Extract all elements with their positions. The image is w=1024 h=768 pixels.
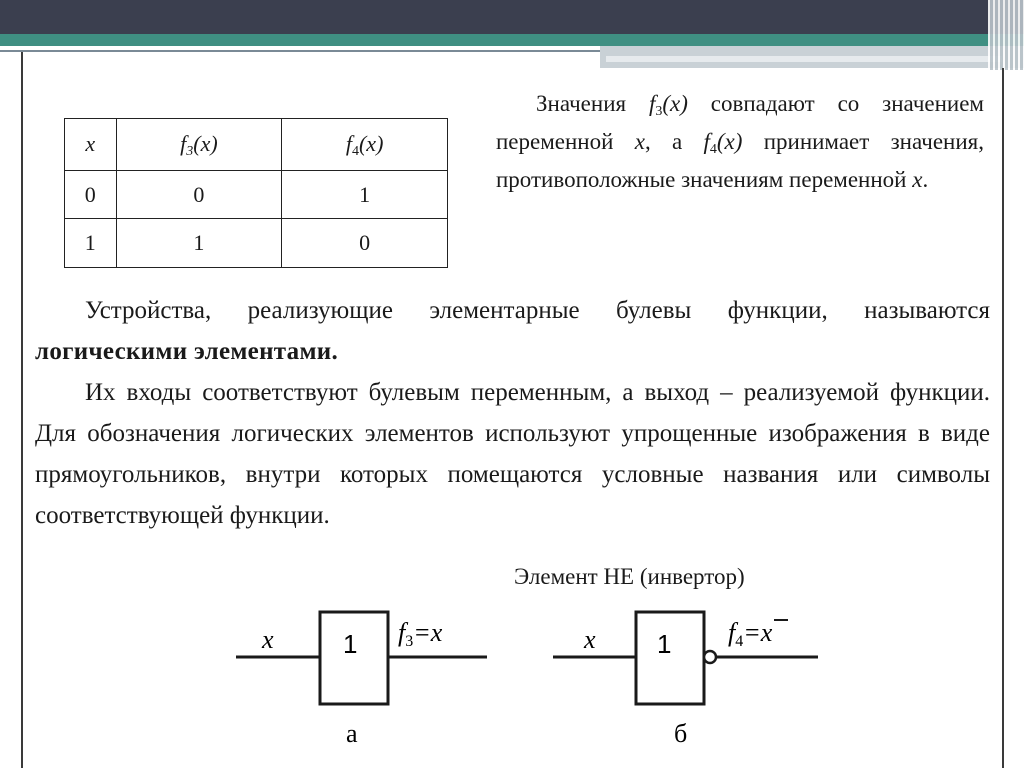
header-f3-arg: (x) <box>193 131 218 157</box>
table-cell: 0 <box>65 170 117 219</box>
gate-a-out-f: f <box>398 618 406 647</box>
note-f: f <box>648 91 656 116</box>
note-var: x <box>912 167 923 192</box>
gate-inverter <box>553 612 818 748</box>
header-x: x <box>85 131 96 157</box>
note-sub: 4 <box>709 142 717 157</box>
table-cell: 1 <box>116 219 282 268</box>
gate-b-caption: б <box>674 719 688 748</box>
header-f4-f: f <box>345 131 352 157</box>
note-var: x <box>634 129 645 154</box>
gate-a-symbol: 1 <box>343 629 358 659</box>
gate-b-input-label: x <box>584 625 596 654</box>
caption-not-element: Элемент НЕ (инвертор) <box>514 564 745 589</box>
table-cell: 0 <box>282 219 448 268</box>
term-logic-elements: логическими элементами. <box>35 338 339 365</box>
gate-a-caption: а <box>346 719 358 748</box>
header-f4-arg: (x) <box>358 131 384 157</box>
note-text: , а <box>644 129 704 154</box>
table-cell: 1 <box>65 219 117 268</box>
gate-a-out-eq: =x <box>413 618 443 647</box>
gate-b-out-sub: 4 <box>735 633 744 650</box>
header-f4-sub: 4 <box>351 144 359 160</box>
note-text: . <box>922 167 929 192</box>
note-arg: (x) <box>662 91 688 116</box>
table-cell: 0 <box>116 170 282 219</box>
note-text: Значения <box>536 91 649 116</box>
paragraph-text: Их входы соответствуют булевым переменным, а выход – реализуемой функции. Для обозначения логических элементов используют упрощенные изображения в виде прямоугольников, внутри которых помещаются условные названия или символы соответствующей функции. <box>35 379 990 529</box>
header-f3-f: f <box>180 131 187 157</box>
gate-b-out-f: f <box>728 618 736 647</box>
note-arg: (x) <box>716 129 743 154</box>
note-text: совпадают со значением переменной <box>496 91 984 154</box>
gate-b-out-var: x <box>760 618 773 647</box>
gate-buffer <box>236 612 487 748</box>
gate-b-out-eq: = <box>743 618 761 647</box>
gate-a-output-label <box>398 618 443 650</box>
gate-a-input-label: x <box>262 625 274 654</box>
gate-b-output-label <box>728 618 773 650</box>
table-cell: 1 <box>282 170 448 219</box>
note-f: f <box>703 129 710 154</box>
note-text: принимает значения, противоположные значениям переменной <box>496 129 984 192</box>
paragraph-text: Устройства, реализующие элементарные булевы функции, называются <box>85 297 990 324</box>
inversion-bubble-icon <box>704 651 716 663</box>
gate-a-out-sub: 3 <box>405 633 414 650</box>
gate-b-symbol: 1 <box>657 629 672 659</box>
header-f3-sub: 3 <box>186 144 194 160</box>
note-sub: 3 <box>655 104 663 119</box>
